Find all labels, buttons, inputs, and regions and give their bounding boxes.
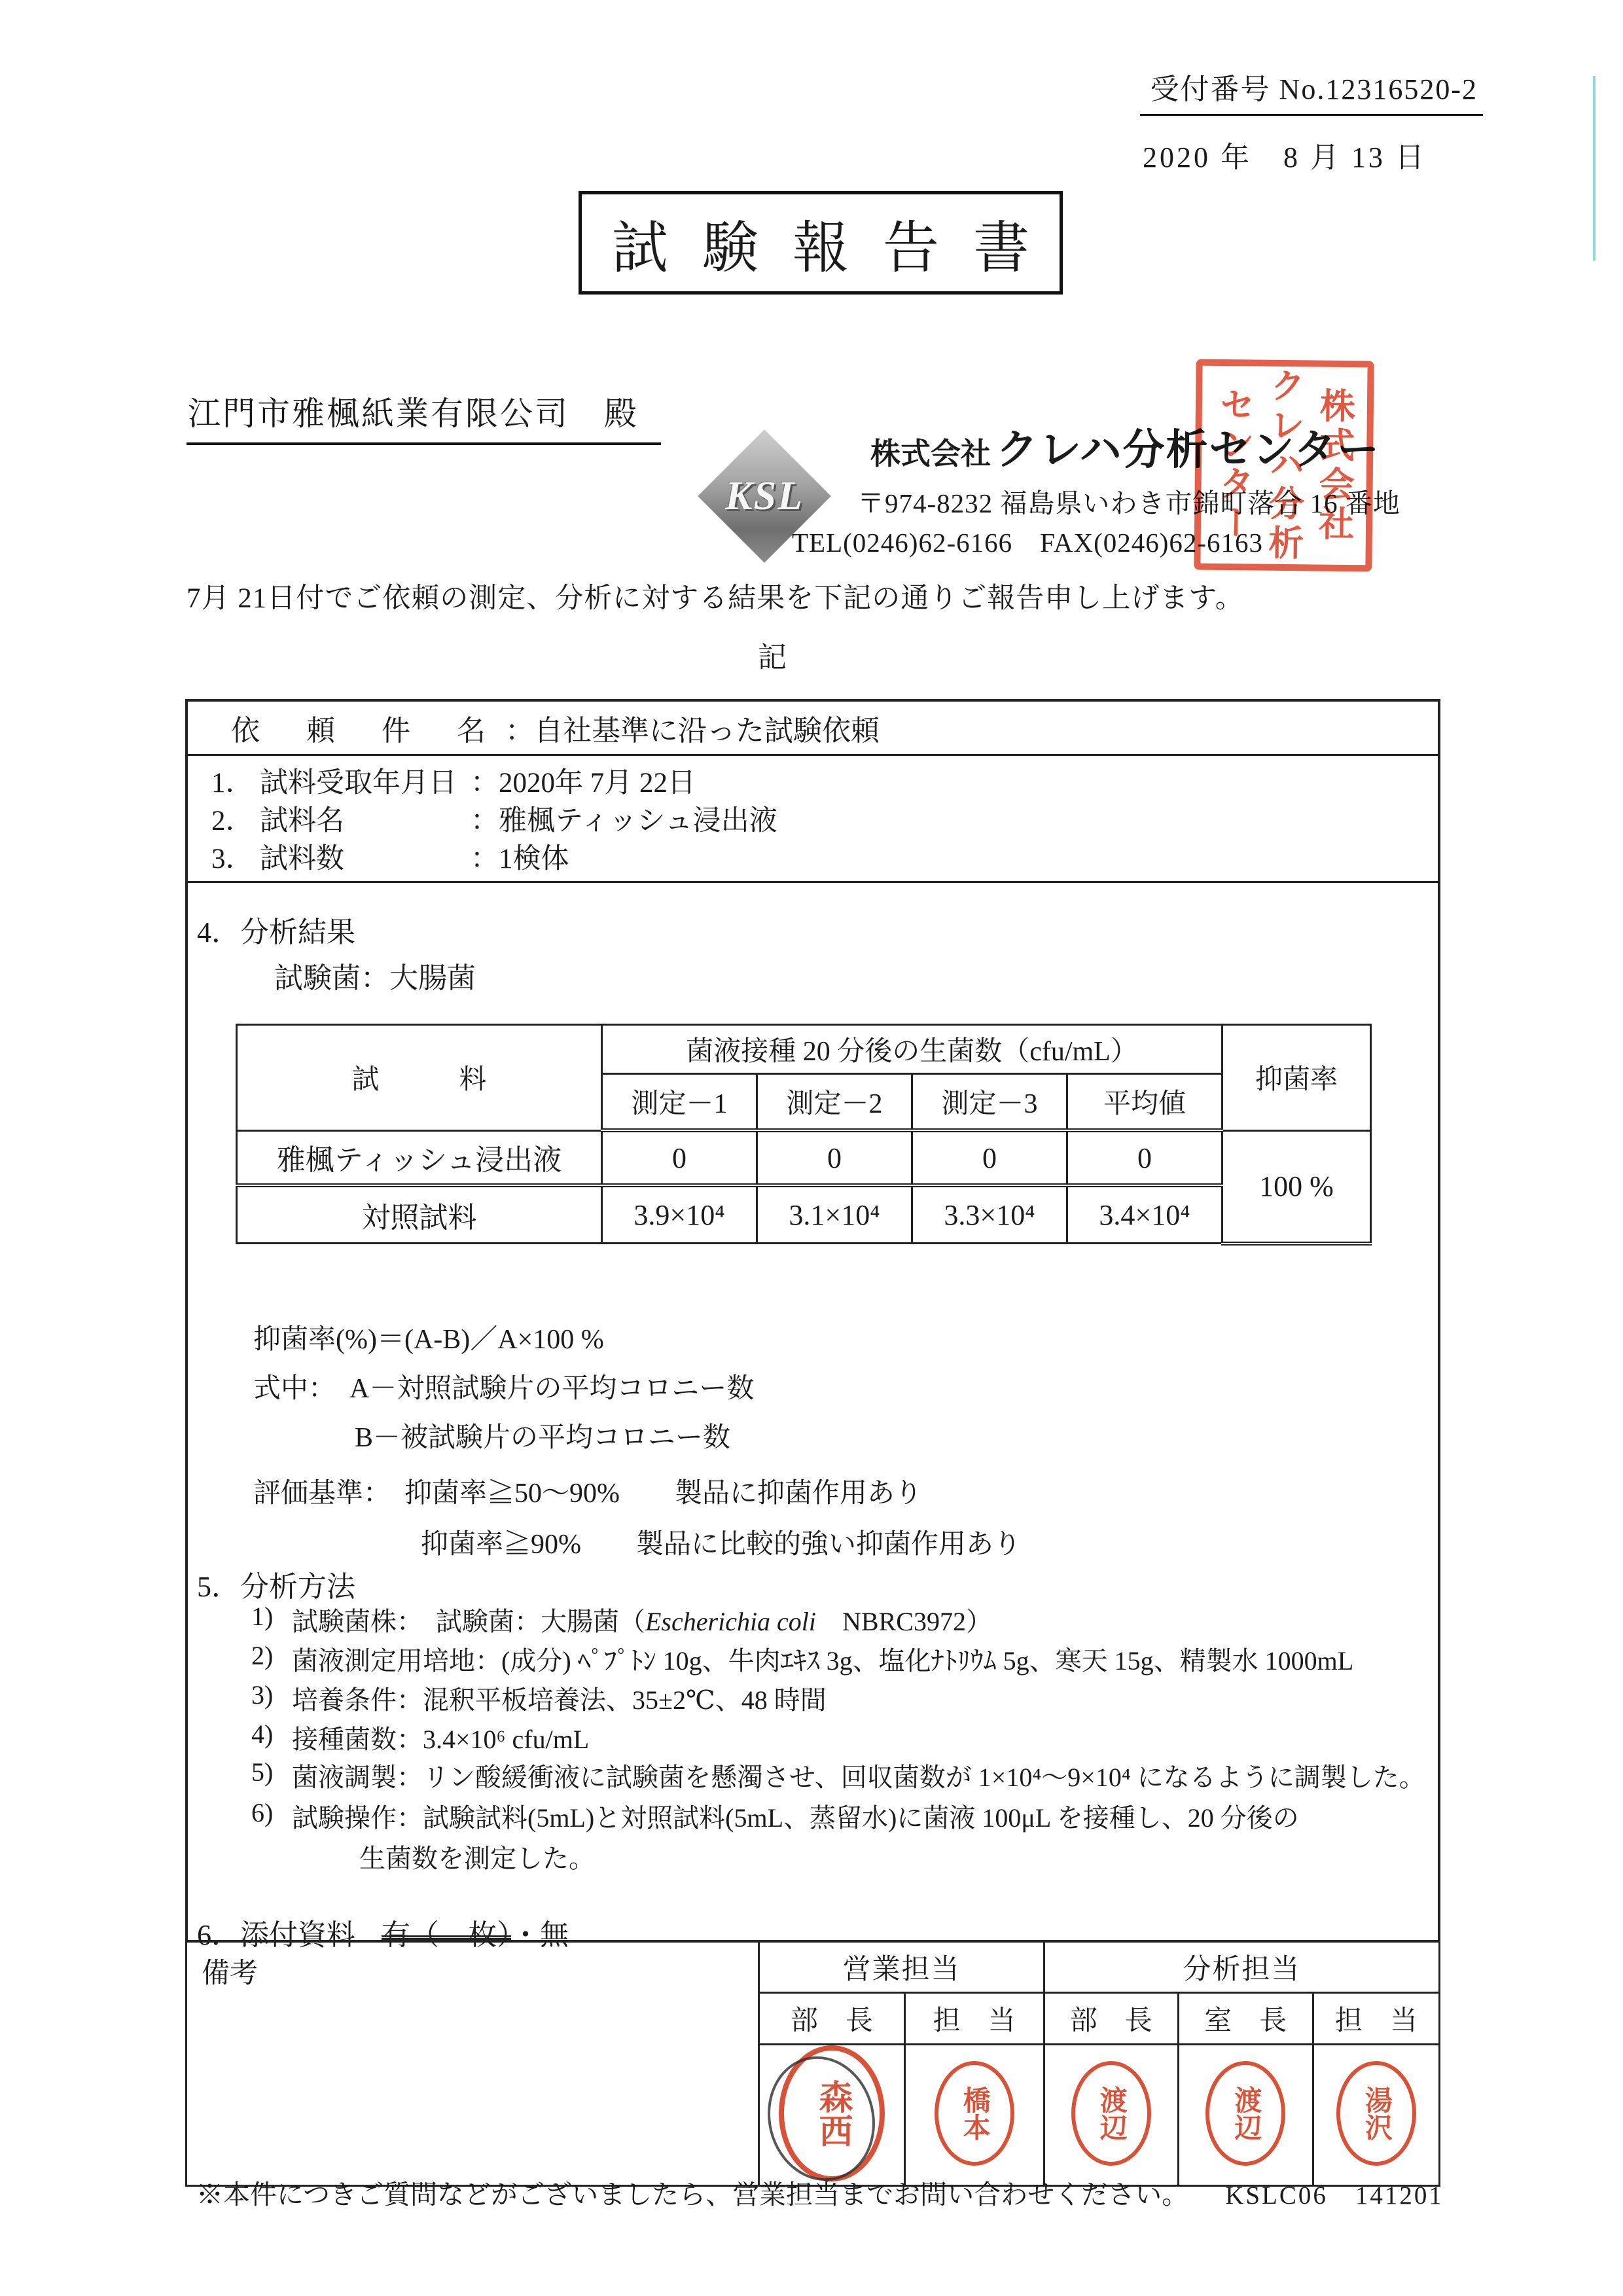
subheader-m1: 測定－1 bbox=[602, 1074, 757, 1131]
value-cell: 3.4×10⁴ bbox=[1067, 1185, 1222, 1244]
addressee: 江門市雅楓紙業有限公司 殿 bbox=[187, 387, 661, 445]
role-header: 担 当 bbox=[904, 1993, 1044, 2045]
scan-artifact-line bbox=[1593, 76, 1596, 260]
company-main-name: クレハ分析センター bbox=[996, 426, 1380, 473]
analysis-header: 分析担当 bbox=[1044, 1941, 1439, 1993]
intro-paragraph: 7月 21日付でご依頼の測定、分析に対する結果を下記の通りご報告申し上げます。 bbox=[187, 583, 1244, 614]
company-tel-fax: TEL(0246)62-6166 FAX(0246)62-6163 bbox=[792, 528, 1264, 558]
role-header: 部 長 bbox=[759, 1993, 904, 2045]
formula-note-b: B－被試験片の平均コロニー数 bbox=[355, 1423, 731, 1453]
hanko-stamp-morinishi: 森西 bbox=[779, 2045, 885, 2185]
hanko-stamp-hashimoto: 橋本 bbox=[935, 2061, 1014, 2169]
item-label: 試料数 bbox=[260, 843, 344, 874]
results-table bbox=[236, 1024, 1372, 1246]
attachment-strike-option: 有（ 枚） bbox=[382, 1919, 511, 1951]
report-title-box bbox=[579, 191, 1063, 295]
attachment-none-option: 無 bbox=[540, 1919, 569, 1951]
company-prefix: 株式会社 bbox=[870, 437, 991, 471]
method-item-6-continued: 生菌数を測定した。 bbox=[359, 1844, 595, 1873]
ki-mark: 記 bbox=[758, 641, 787, 673]
method-item-text: 菌液測定用培地：(成分) ﾍﾟﾌﾟﾄﾝ 10g、牛肉ｴｷｽ 3g、塩化ﾅﾄﾘｳﾑ 5g、寒天 15g、精製水 1000mL bbox=[292, 1646, 1354, 1676]
stamp-cell bbox=[759, 2045, 904, 2186]
stamp-cell bbox=[1178, 2045, 1313, 2186]
footer-doc-code: KSLC06 141201 bbox=[1225, 2181, 1444, 2210]
formula-note-a: 式中： A－対照試験片の平均コロニー数 bbox=[253, 1374, 755, 1404]
company-seal-stamp bbox=[1194, 359, 1374, 572]
role-header: 担 当 bbox=[1313, 1993, 1439, 2045]
attachment-heading: 6．添付資料 bbox=[197, 1919, 355, 1951]
signature-table bbox=[185, 1940, 1440, 2187]
value-cell: 0 bbox=[602, 1130, 757, 1185]
remarks-cell: 備考 bbox=[187, 1941, 759, 2186]
value-cell: 0 bbox=[912, 1130, 1067, 1185]
role-header: 部 長 bbox=[1044, 1993, 1178, 2045]
value-cell: 3.9×10⁴ bbox=[602, 1185, 757, 1244]
item-label: 試料受取年月日 bbox=[260, 767, 457, 798]
method-item-post: NBRC3972） bbox=[816, 1607, 992, 1636]
sample-info-row bbox=[211, 761, 1438, 799]
seal-column-1: 株式会社 bbox=[1313, 387, 1355, 545]
results-heading: 4．分析結果 bbox=[197, 916, 355, 948]
results-header-row bbox=[237, 1025, 1371, 1074]
sample-name: 雅楓ティッシュ浸出液 bbox=[237, 1130, 602, 1185]
method-item-number: 3) bbox=[251, 1680, 274, 1710]
method-item-6 bbox=[251, 1797, 1299, 1835]
stamp-cell bbox=[1044, 2045, 1178, 2186]
method-item-5 bbox=[251, 1757, 1425, 1794]
method-item-number: 1) bbox=[251, 1602, 274, 1631]
group-header: 菌液接種 20 分後の生菌数（cfu/mL） bbox=[602, 1025, 1222, 1074]
method-item-number: 2) bbox=[251, 1641, 274, 1670]
sample-info-rows bbox=[188, 756, 1438, 883]
method-item-text bbox=[292, 1601, 992, 1638]
stamp-cell bbox=[1313, 2045, 1439, 2186]
item-colon: ： bbox=[471, 843, 499, 874]
ksl-logo-text: KSL bbox=[725, 473, 804, 518]
hanko-stamp-watanabe-1: 渡辺 bbox=[1071, 2061, 1151, 2169]
analysis-section bbox=[188, 883, 1438, 1951]
criteria-line-1: 評価基準： 抑菌率≧50～90% 製品に抑菌作用あり bbox=[253, 1479, 922, 1509]
rate-formula: 抑菌率(%)＝(A‐B)／A×100 % bbox=[253, 1325, 604, 1355]
request-title-label: 依 頼 件 名 bbox=[231, 715, 505, 747]
item-number: 1． bbox=[211, 767, 254, 798]
method-heading: 5．分析方法 bbox=[197, 1571, 355, 1603]
request-title-value: 自社基準に沿った試験依頼 bbox=[534, 715, 880, 747]
receipt-number: 受付番号 No.12316520-2 bbox=[1140, 65, 1483, 116]
method-item-text: 試験操作：試験試料(5mL)と対照試料(5mL、蒸留水)に菌液 100μL を接種し、20 分後の bbox=[292, 1803, 1299, 1833]
sample-info-row bbox=[211, 799, 1438, 837]
item-colon: ： bbox=[471, 767, 499, 798]
item-colon: ： bbox=[471, 805, 499, 836]
subheader-avg: 平均値 bbox=[1067, 1074, 1222, 1131]
method-item-1 bbox=[251, 1601, 992, 1638]
value-cell: 0 bbox=[757, 1130, 912, 1185]
item-value: 1検体 bbox=[499, 843, 569, 874]
signature-header-row bbox=[187, 1941, 1440, 1993]
sample-name: 対照試料 bbox=[237, 1185, 602, 1244]
method-item-number: 6) bbox=[251, 1798, 274, 1827]
method-item-text: 菌液調製：リン酸緩衝液に試験菌を懸濁させ、回収菌数が 1×10⁴～9×10⁴ になるように調製した。 bbox=[292, 1763, 1425, 1792]
subheader-m3: 測定－3 bbox=[912, 1074, 1067, 1131]
method-item-text: 培養条件：混釈平板培養法、35±2℃、48 時間 bbox=[292, 1685, 827, 1715]
value-cell: 3.1×10⁴ bbox=[757, 1185, 912, 1244]
footer-note bbox=[196, 2173, 1444, 2212]
main-content-box bbox=[185, 699, 1440, 1951]
value-cell: 3.3×10⁴ bbox=[912, 1185, 1067, 1244]
company-address: 〒974-8232 福島県いわき市錦町落合 16 番地 bbox=[857, 488, 1400, 518]
seal-column-2: クレハ分析 bbox=[1263, 367, 1305, 564]
inhibition-rate-value: 100 % bbox=[1222, 1130, 1371, 1244]
sales-header: 営業担当 bbox=[759, 1941, 1044, 1993]
method-item-number: 5) bbox=[251, 1757, 274, 1787]
stamp-cell bbox=[904, 2045, 1044, 2186]
role-header: 室 長 bbox=[1178, 1993, 1313, 2045]
value-cell: 0 bbox=[1067, 1130, 1222, 1185]
method-item-pre: 試験菌株： 試験菌：大腸菌（ bbox=[292, 1607, 645, 1636]
method-item-2 bbox=[251, 1640, 1353, 1677]
criteria-line-2: 抑菌率≧90% 製品に比較的強い抑菌作用あり bbox=[421, 1530, 1021, 1560]
seal-column-3: センター bbox=[1213, 386, 1255, 544]
page-title: 試験報告書 bbox=[612, 217, 1063, 279]
sample-info-row bbox=[211, 837, 1438, 875]
test-organism: 試験菌：大腸菌 bbox=[274, 962, 476, 994]
item-number: 2． bbox=[211, 805, 254, 836]
footer-text: ※本件につきご質問などがございましたら、営業担当までお問い合わせください。 bbox=[196, 2179, 1189, 2210]
attachment-separator: ・ bbox=[511, 1919, 540, 1951]
method-item-text: 接種菌数：3.4×10⁶ cfu/mL bbox=[292, 1725, 590, 1754]
species-name: Escherichia coli bbox=[645, 1607, 817, 1636]
report-date: 2020 年 8 月 13 日 bbox=[1143, 141, 1427, 173]
item-value: 雅楓ティッシュ浸出液 bbox=[499, 805, 777, 836]
hanko-stamp-yuzawa: 湯沢 bbox=[1336, 2061, 1416, 2169]
hanko-stamp-watanabe-2: 渡辺 bbox=[1205, 2061, 1285, 2169]
table-row bbox=[237, 1185, 1371, 1244]
method-item-4 bbox=[251, 1719, 589, 1756]
item-label: 試料名 bbox=[260, 805, 344, 836]
subheader-m2: 測定－2 bbox=[757, 1074, 912, 1131]
table-row bbox=[237, 1130, 1371, 1185]
request-title-colon: ： bbox=[505, 715, 534, 747]
item-value: 2020年 7月 22日 bbox=[499, 767, 696, 798]
sample-column-header: 試 料 bbox=[237, 1025, 602, 1131]
request-title-row bbox=[188, 702, 1438, 756]
item-number: 3． bbox=[211, 843, 254, 874]
method-item-number: 4) bbox=[251, 1719, 274, 1749]
rate-column-header: 抑菌率 bbox=[1222, 1025, 1371, 1131]
method-item-3 bbox=[251, 1679, 827, 1717]
